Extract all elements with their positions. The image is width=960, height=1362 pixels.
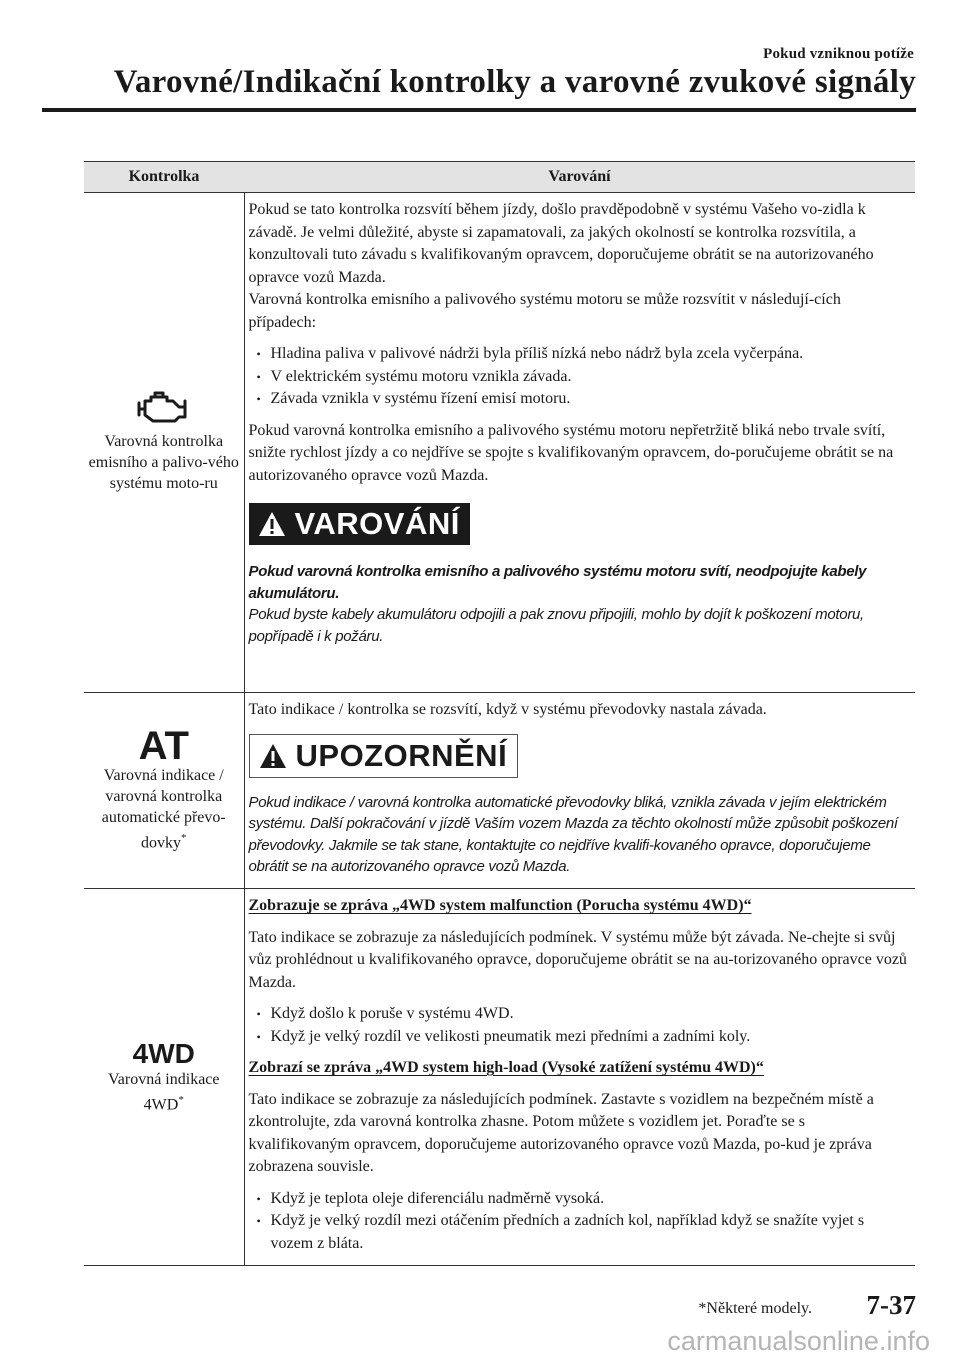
warning-triangle-icon: [258, 742, 288, 770]
paragraph: Pokud varovná kontrolka emisního a palivového systému motoru nepřetržitě bliká nebo trvale svítí, snižte rychlost jízdy a co nejdříve se spojte s kvalifikovaným opravcem, do-poručujeme obrátit se na autorizovaného opravce vozů Mazda.: [248, 421, 894, 484]
lamp-cell-at: [84, 693, 244, 889]
paragraph: Tato indikace se zobrazuje za následujících podmínek. V systému může být závada. Ne-chejte si svůj vůz prohlédnout u kvalifikovaného opravce, doporučujeme obrátit se na au-torizovaného opravce vozů Mazda.: [248, 928, 907, 991]
lamp-name: Varovná kontrolka emisního a palivo-vého systému moto-ru: [88, 433, 239, 492]
page-number: 7-37: [866, 1290, 916, 1320]
watermark: carmanualsonline.info: [667, 1326, 930, 1356]
message-heading-malfunction: Zobrazuje se zpráva „4WD system malfunction (Porucha systému 4WD)“: [248, 897, 752, 914]
list-item: • Když došlo k poruše v systému 4WD.: [249, 1003, 910, 1026]
footnote: *Některé modely.: [698, 1300, 812, 1317]
table-row: [84, 693, 915, 889]
page-title: Varovné/Indikační kontrolky a varovné zvukové signály: [113, 64, 916, 100]
at-indicator-icon: AT: [138, 724, 189, 769]
list-item: • Když je velký rozdíl mezi otáčením předních a zadních kol, například když se snažíte vyjet s vozem z bláta.: [249, 1210, 910, 1255]
caution-note: Pokud indikace / varovná kontrolka automatické převodovky bliká, vznikla závada v jejím elektrickém systému. Další pokračování v jízdě Vaším vozem Mazda za těchto okolností může způsobit poškození převodovky. Jakmile se tak stane, kontaktujte co nejdříve kvalifi-kovaného opravce, doporučujeme obrátit se na autorizovaného opravce vozů Mazda.: [248, 793, 898, 875]
message-heading-high-load: Zobrazí se zpráva „4WD system high-load (Vysoké zatížení systému 4WD)“: [248, 1059, 764, 1076]
paragraph: Pokud se tato kontrolka rozsvítí během jízdy, došlo pravděpodobně v systému Vašeho vo-zidla k závadě. Je velmi důležité, abyste si zapamatovali, za jakých okolností se kontrolka rozsvítila, a konzultovali tuto závadu s kvalifikovaným opravcem, doporučujeme obrátit se na autorizovaného opravce vozů Mazda.: [248, 201, 874, 286]
warning-banner-label: VAROVÁNÍ: [294, 506, 460, 541]
caution-banner: [249, 734, 519, 778]
bullet-list: [249, 1003, 910, 1048]
caution-banner-label: UPOZORNĚNÍ: [295, 737, 508, 773]
paragraph: Tato indikace se zobrazuje za následujících podmínek. Zastavte s vozidlem na bezpečném místě a zkontrolujte, zda varovná kontrolka zhasne. Potom můžete s vozidlem jet. Poraďte se s kvalifikovaným opravcem, doporučujeme autorizovaného opravce vozů Mazda, po-kud je zpráva zobrazena souvisle.: [248, 1090, 874, 1175]
paragraph: Varovná kontrolka emisního a palivového systému motoru se může rozsvítit v následují-cích případech:: [248, 291, 841, 331]
lamp-name: Varovná indikace / varovná kontrolka automatické převo-dovky*: [101, 767, 226, 852]
list-item: • Když je teplota oleje diferenciálu nadměrně vysoká.: [249, 1188, 910, 1211]
list-item: • Závada vznikla v systému řízení emisí motoru.: [249, 388, 910, 411]
warning-cell-engine: [244, 193, 915, 693]
table-row: [84, 193, 915, 693]
warning-cell-at: [244, 693, 915, 889]
warning-note: Pokud byste kabely akumulátoru odpojili a pak znovu připojili, mohlo by dojít k poškození motoru, popřípadě i k požáru.: [248, 606, 864, 645]
lamp-cell-engine: [84, 193, 244, 693]
paragraph: Tato indikace / kontrolka se rozsvítí, když v systému převodovky nastala závada.: [248, 701, 767, 718]
title-rule: [42, 108, 916, 112]
warning-cell-4wd: [244, 889, 915, 1266]
column-header-lamp: Kontrolka: [84, 162, 244, 193]
warning-banner: [249, 503, 470, 545]
engine-check-icon: [135, 391, 193, 425]
4wd-indicator-icon: 4WD: [132, 1037, 195, 1069]
table-row: [84, 889, 915, 1266]
column-header-warning: Varování: [244, 162, 915, 193]
lamp-name: Varovná indikace 4WD*: [107, 1070, 220, 1114]
lamp-cell-4wd: [84, 889, 244, 1266]
list-item: • V elektrickém systému motoru vznikla závada.: [249, 366, 910, 389]
warning-note-bold: Pokud varovná kontrolka emisního a palivového systému motoru svítí, neodpojujte kabely akumulátoru.: [248, 563, 867, 602]
table-header-row: [84, 162, 915, 193]
warning-lights-table: [84, 161, 915, 1266]
bullet-list: [249, 1188, 910, 1256]
list-item: • Hladina paliva v palivové nádrži byla příliš nízká nebo nádrž byla zcela vyčerpána.: [249, 343, 910, 366]
section-label: Pokud vzniknou potíže: [763, 46, 914, 62]
warning-triangle-icon: [257, 510, 287, 538]
bullet-list: [249, 343, 910, 411]
list-item: • Když je velký rozdíl ve velikosti pneumatik mezi předními a zadními koly.: [249, 1026, 910, 1049]
